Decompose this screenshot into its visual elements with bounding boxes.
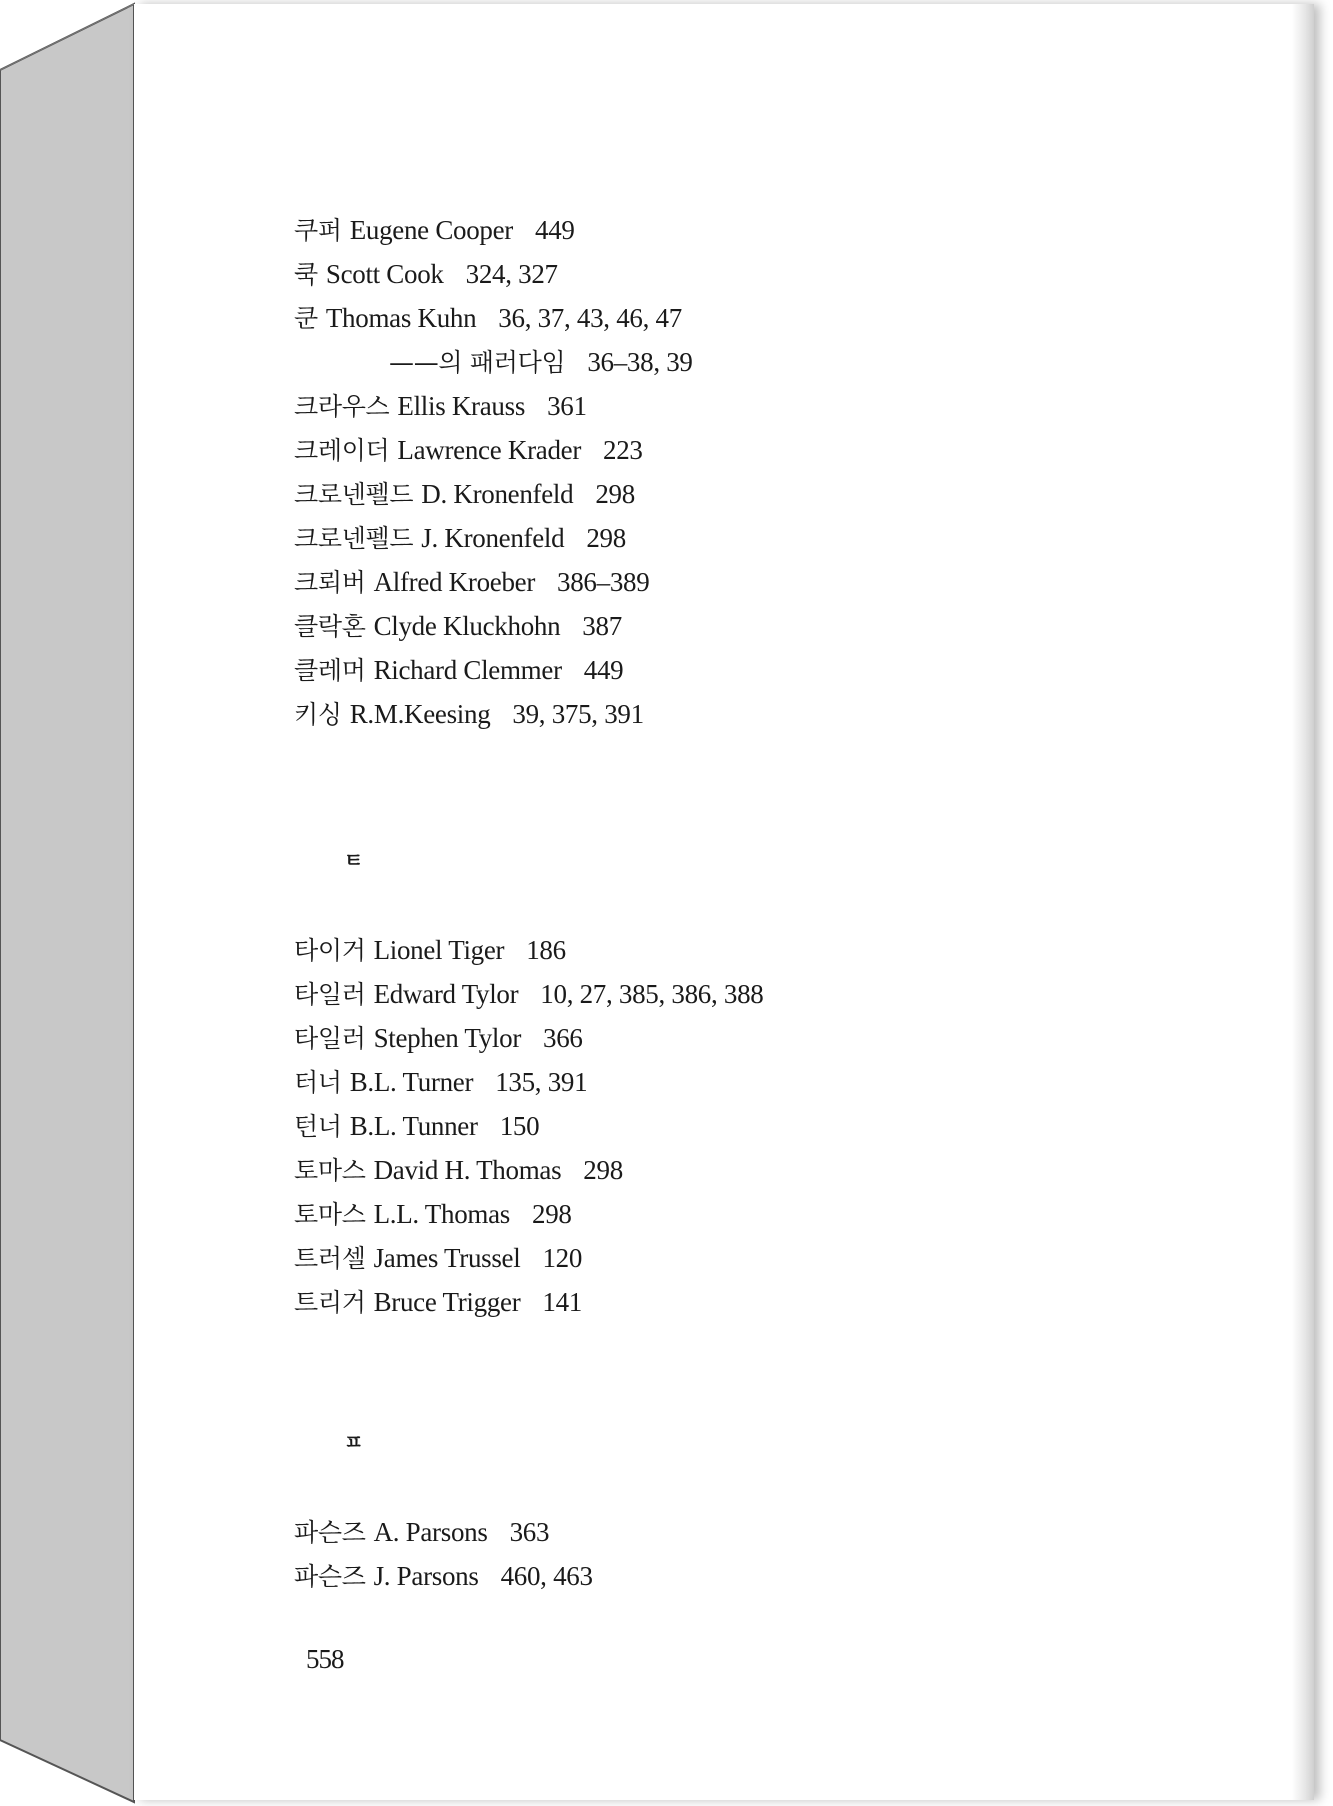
entry-name: Scott Cook — [325, 259, 444, 289]
section-letter-tieut: ㅌ — [344, 848, 364, 872]
index-entry — [294, 1152, 623, 1189]
entry-korean: 파슨즈 — [294, 1562, 366, 1591]
index-entry — [294, 1196, 572, 1233]
entry-korean: 트러셀 — [294, 1244, 366, 1273]
index-entry — [294, 1284, 582, 1321]
entry-korean: 파슨즈 — [294, 1518, 366, 1547]
entry-pages: 120 — [542, 1243, 583, 1273]
page-number: 558 — [306, 1644, 344, 1674]
entry-pages: 298 — [532, 1199, 572, 1229]
index-entry — [294, 564, 649, 601]
entry-korean: 터너 — [294, 1068, 342, 1097]
entry-korean: 타일러 — [294, 1024, 366, 1053]
entry-name: D. Kronenfeld — [421, 479, 574, 509]
entry-pages: 36, 37, 43, 46, 47 — [498, 303, 682, 333]
entry-pages: 223 — [603, 435, 643, 465]
entry-pages: 141 — [542, 1287, 583, 1317]
entry-korean: 쿡 — [294, 260, 318, 289]
index-entry — [294, 1558, 593, 1595]
index-subentry — [389, 344, 693, 381]
entry-korean: 토마스 — [294, 1200, 366, 1229]
index-entry — [294, 652, 623, 689]
index-entry — [294, 976, 764, 1013]
entry-pages: 366 — [543, 1023, 583, 1053]
page-edge-shadow — [1292, 4, 1314, 1800]
entry-korean: 타일러 — [294, 980, 366, 1009]
entry-korean: 토마스 — [294, 1156, 366, 1185]
entry-pages: 363 — [509, 1517, 550, 1547]
entry-name: Bruce Trigger — [373, 1287, 521, 1317]
index-entry — [294, 476, 635, 513]
entry-name: Lionel Tiger — [373, 935, 505, 965]
index-entry — [294, 256, 558, 293]
entry-name: B.L. Turner — [349, 1067, 474, 1097]
index-entry — [294, 1240, 582, 1277]
entry-name: David H. Thomas — [373, 1155, 562, 1185]
entry-name: Lawrence Krader — [397, 435, 582, 465]
entry-korean: 쿠퍼 — [294, 216, 342, 245]
entry-name: Clyde Kluckhohn — [373, 611, 561, 641]
section-letter-pieup: ㅍ — [344, 1430, 364, 1454]
entry-pages: 150 — [499, 1111, 540, 1141]
entry-name: Richard Clemmer — [373, 655, 562, 685]
index-entry — [294, 932, 566, 969]
index-entry — [294, 696, 644, 733]
index-entry — [294, 212, 575, 249]
index-entry — [294, 608, 622, 645]
index-entry — [294, 300, 682, 337]
entry-pages: 460, 463 — [500, 1561, 593, 1591]
entry-pages: 36–38, 39 — [587, 347, 693, 377]
entry-korean: ——의 패러다임 — [389, 348, 566, 377]
entry-name: James Trussel — [373, 1243, 521, 1273]
entry-korean: 크레이더 — [294, 436, 390, 465]
entry-name: J. Kronenfeld — [421, 523, 565, 553]
entry-korean: 트리거 — [294, 1288, 366, 1317]
entry-korean: 크로넨펠드 — [294, 524, 414, 553]
entry-korean: 클락혼 — [294, 612, 366, 641]
entry-pages: 324, 327 — [465, 259, 558, 289]
entry-korean: 크라우스 — [294, 392, 390, 421]
entry-korean: 쿤 — [294, 304, 318, 333]
entry-name: Stephen Tylor — [373, 1023, 522, 1053]
book-page — [134, 4, 1314, 1800]
index-entry — [294, 388, 587, 425]
entry-name: Edward Tylor — [373, 979, 519, 1009]
index-entry — [294, 1064, 587, 1101]
entry-korean: 클레머 — [294, 656, 366, 685]
entry-pages: 449 — [535, 215, 575, 245]
entry-pages: 298 — [583, 1155, 623, 1185]
entry-pages: 361 — [547, 391, 587, 421]
entry-korean: 크로넨펠드 — [294, 480, 414, 509]
entry-pages: 10, 27, 385, 386, 388 — [540, 979, 764, 1009]
entry-pages: 298 — [586, 523, 626, 553]
entry-korean: 키싱 — [294, 700, 342, 729]
entry-pages: 135, 391 — [495, 1067, 588, 1097]
entry-name: Ellis Krauss — [397, 391, 526, 421]
entry-pages: 386–389 — [557, 567, 650, 597]
entry-korean: 크뢰버 — [294, 568, 366, 597]
index-entry — [294, 520, 626, 557]
entry-name: J. Parsons — [373, 1561, 479, 1591]
entry-korean: 타이거 — [294, 936, 366, 965]
entry-name: B.L. Tunner — [349, 1111, 478, 1141]
entry-pages: 39, 375, 391 — [512, 699, 644, 729]
entry-name: Thomas Kuhn — [325, 303, 477, 333]
entry-pages: 298 — [595, 479, 635, 509]
entry-name: Eugene Cooper — [349, 215, 513, 245]
entry-pages: 387 — [582, 611, 622, 641]
entry-name: R.M.Keesing — [349, 699, 491, 729]
entry-pages: 186 — [526, 935, 566, 965]
entry-name: L.L. Thomas — [373, 1199, 510, 1229]
entry-korean: 턴너 — [294, 1112, 342, 1141]
index-entry — [294, 1514, 549, 1551]
index-entry — [294, 1108, 539, 1145]
index-entry — [294, 432, 643, 469]
entry-name: Alfred Kroeber — [373, 567, 536, 597]
entry-name: A. Parsons — [373, 1517, 488, 1547]
index-entry — [294, 1020, 583, 1057]
entry-pages: 449 — [583, 655, 624, 685]
